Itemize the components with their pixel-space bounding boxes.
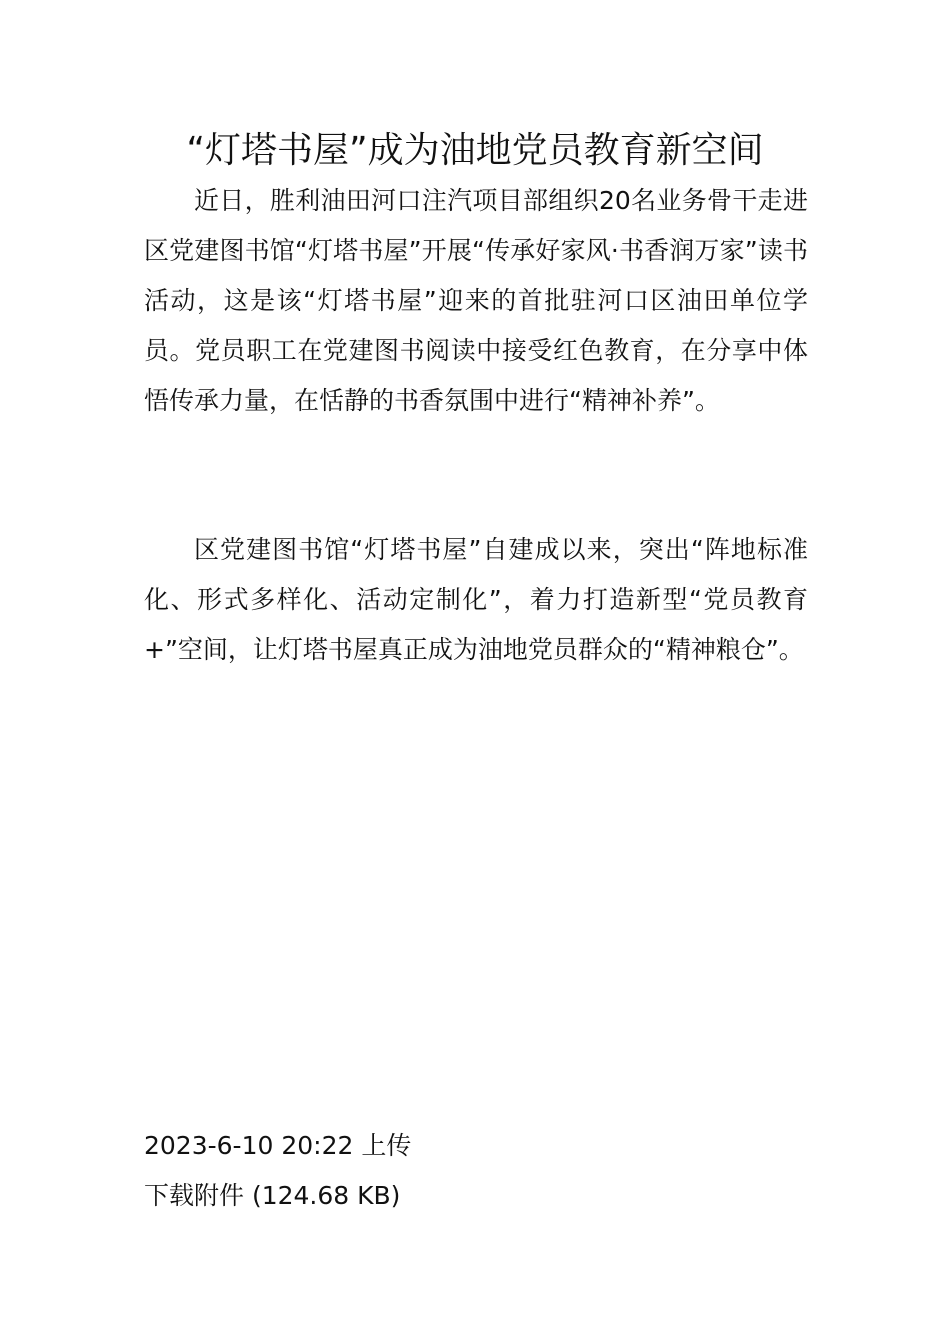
upload-timestamp: 2023-6-10 20:22 上传 <box>144 1131 412 1160</box>
article-paragraph-1: 近日，胜利油田河口注汽项目部组织20名业务骨干走进区党建图书馆“灯塔书屋”开展“传承好家风·书香润万家”读书活动，这是该“灯塔书屋”迎来的首批驻河口区油田单位学员。党员职工在党建图书阅读中接受红色教育，在分享中体悟传承力量，在恬静的书香氛围中进行“精神补养”。 <box>144 186 808 415</box>
download-attachment-link[interactable]: 下载附件 (124.68 KB) <box>144 1181 401 1210</box>
article-paragraph-2: 区党建图书馆“灯塔书屋”自建成以来，突出“阵地标准化、形式多样化、活动定制化”，着力打造新型“党员教育+”空间，让灯塔书屋真正成为油地党员群众的“精神粮仓”。 <box>144 535 808 664</box>
article-title: “灯塔书屋”成为油地党员教育新空间 <box>186 130 764 171</box>
